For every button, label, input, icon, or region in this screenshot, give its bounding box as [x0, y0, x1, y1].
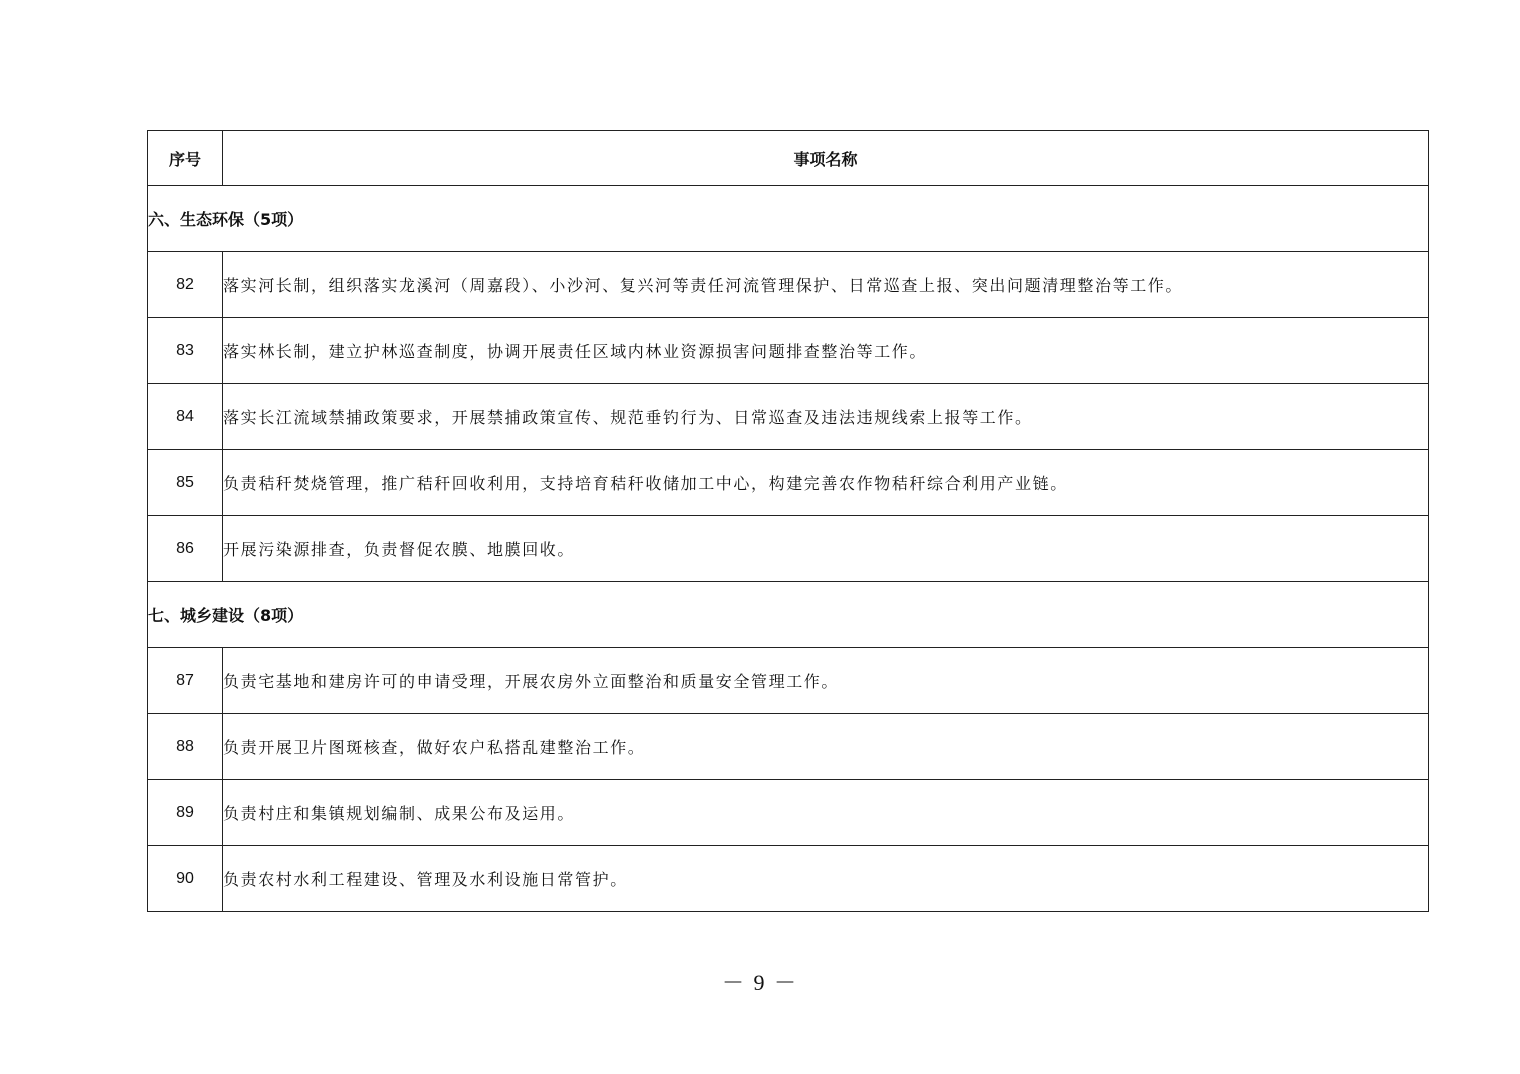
- table-row: [148, 714, 1429, 780]
- row-number: 84: [148, 384, 223, 450]
- row-item-name: 负责村庄和集镇规划编制、成果公布及运用。: [223, 780, 1429, 846]
- row-number: 87: [148, 648, 223, 714]
- table-row: [148, 384, 1429, 450]
- row-item-name: 负责开展卫片图斑核查，做好农户私搭乱建整治工作。: [223, 714, 1429, 780]
- row-item-name: 开展污染源排查，负责督促农膜、地膜回收。: [223, 516, 1429, 582]
- row-item-name: 落实河长制，组织落实龙溪河（周嘉段）、小沙河、复兴河等责任河流管理保护、日常巡查上报、突出问题清理整治等工作。: [223, 252, 1429, 318]
- row-number: 86: [148, 516, 223, 582]
- row-number: 89: [148, 780, 223, 846]
- table-row: [148, 780, 1429, 846]
- row-item-name: 落实林长制，建立护林巡查制度，协调开展责任区域内林业资源损害问题排查整治等工作。: [223, 318, 1429, 384]
- header-name: 事项名称: [223, 131, 1429, 186]
- table-row: [148, 252, 1429, 318]
- header-num: 序号: [148, 131, 223, 186]
- section-title: 七、城乡建设（8项）: [148, 582, 1429, 648]
- row-item-name: 负责秸秆焚烧管理，推广秸秆回收利用，支持培育秸秆收储加工中心，构建完善农作物秸秆综合利用产业链。: [223, 450, 1429, 516]
- row-number: 83: [148, 318, 223, 384]
- table-row: [148, 450, 1429, 516]
- table-header-row: [148, 131, 1429, 186]
- table-row: [148, 516, 1429, 582]
- row-number: 85: [148, 450, 223, 516]
- items-table: [147, 130, 1429, 912]
- table-row: [148, 648, 1429, 714]
- section-title: 六、生态环保（5项）: [148, 186, 1429, 252]
- section-row: [148, 186, 1429, 252]
- row-number: 90: [148, 846, 223, 912]
- page-number: － 9 －: [721, 970, 798, 995]
- table-row: [148, 846, 1429, 912]
- row-number: 82: [148, 252, 223, 318]
- row-item-name: 负责宅基地和建房许可的申请受理，开展农房外立面整治和质量安全管理工作。: [223, 648, 1429, 714]
- row-number: 88: [148, 714, 223, 780]
- row-item-name: 负责农村水利工程建设、管理及水利设施日常管护。: [223, 846, 1429, 912]
- section-row: [148, 582, 1429, 648]
- row-item-name: 落实长江流域禁捕政策要求，开展禁捕政策宣传、规范垂钓行为、日常巡查及违法违规线索上报等工作。: [223, 384, 1429, 450]
- table-row: [148, 318, 1429, 384]
